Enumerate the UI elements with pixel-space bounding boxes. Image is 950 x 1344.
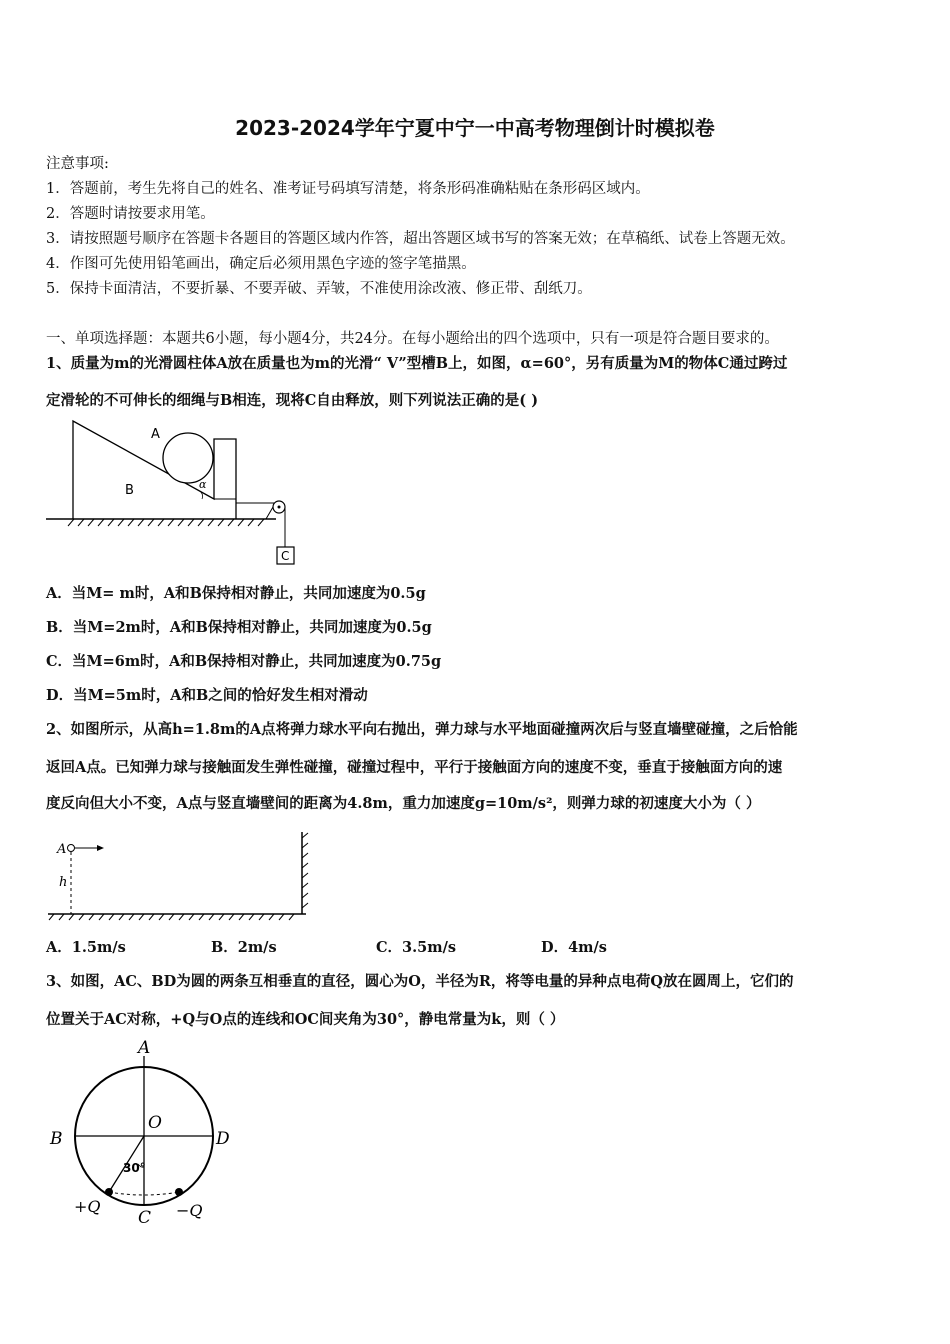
label-minus-q: −Q [176,1201,203,1220]
charge-minus-q [175,1188,183,1196]
q1-option-d: D．当M=5m时，A和B之间的恰好发生相对滑动 [46,687,368,704]
label-alpha: α [199,478,207,491]
pulley-axle [278,506,281,509]
notice-item: 2．答题时请按要求用笔。 [46,206,215,222]
notice-heading: 注意事项: [46,156,109,172]
cylinder-a [163,433,213,483]
floor-hatch [49,914,294,920]
q2-stem-line: 度反向但大小不变，A点与竖直墙壁间的距离为4.8m，重力加速度g=10m/s²，则弹力球的初速度大小为（ ） [46,795,761,812]
q1-option-b: B．当M=2m时，A和B保持相对静止，共同加速度为0.5g [46,619,432,636]
notice-item: 5．保持卡面清洁，不要折暴、不要弄破、弄皱，不准使用涂改液、修正带、刮纸刀。 [46,281,592,297]
notice-item: 1．答题前，考生先将自己的姓名、准考证号码填写清楚，将条形码准确粘贴在条形码区域内。 [46,181,650,197]
q2-stem-line: 返回A点。已知弹力球与接触面发生弹性碰撞，碰撞过程中，平行于接触面方向的速度不变，垂直于接触面方向的速 [46,759,783,776]
label-b: B [50,1129,63,1149]
q2-option-d: D．4m/s [541,939,607,956]
notice-item: 3．请按照题号顺序在答题卡各题目的答题区域内作答，超出答题区域书写的答案无效；在草稿纸、试卷上答题无效。 [46,231,795,247]
q1-option-a: A．当M= m时，A和B保持相对静止，共同加速度为0.5g [46,585,426,602]
q1-option-c: C．当M=6m时，A和B保持相对静止，共同加速度为0.75g [46,653,442,670]
q1-figure [44,415,314,570]
q3-figure [44,1036,244,1226]
q2-option-a: A．1.5m/s [46,939,126,956]
q2-figure [44,828,316,928]
notice-item: 4．作图可先使用铅笔画出，确定后必须用黑色字迹的签字笔描黑。 [46,256,476,272]
q1-stem-line: 定滑轮的不可伸长的细绳与B相连，现将C自由释放，则下列说法正确的是( ) [46,392,539,409]
q1-stem-line: 1、质量为m的光滑圆柱体A放在质量也为m的光滑“ V”型槽B上，如图，α=60°，另有质量为M的物体C通过跨过 [46,355,788,372]
label-plus-q: +Q [74,1197,101,1216]
page-title: 2023-2024学年宁夏中宁一中高考物理倒计时模拟卷 [235,116,715,140]
label-a: A [57,842,67,857]
arrow-head-icon [97,845,104,851]
q3-stem-line: 位置关于AC对称，+Q与O点的连线和OC间夹角为30°，静电常量为k，则（ ） [46,1011,565,1028]
label-d: D [216,1129,230,1149]
label-a: A [138,1038,151,1058]
ground-hatch [68,519,264,526]
q2-option-c: C．3.5m/s [376,939,457,956]
q2-option-b: B．2m/s [211,939,277,956]
label-h: h [59,875,68,890]
label-angle: 30° [123,1161,146,1175]
label-o: O [148,1113,162,1133]
label-c: C [281,549,290,563]
q3-stem-line: 3、如图，AC、BD为圆的两条互相垂直的直径，圆心为O，半径为R，将等电量的异种点电荷Q放在圆周上，它们的 [46,973,794,990]
ball-a [68,845,75,852]
q2-stem-line: 2、如图所示，从高h=1.8m的A点将弹力球水平向右抛出，弹力球与水平地面碰撞两次后与竖直墙壁碰撞，之后恰能 [46,721,798,738]
label-c: C [138,1208,152,1226]
charge-plus-q [105,1188,113,1196]
label-a: A [151,427,160,442]
pulley-support [266,507,273,519]
wall-hatch [302,833,308,908]
section-heading: 一、单项选择题：本题共6小题，每小题4分，共24分。在每小题给出的四个选项中，只有一项是符合题目要求的。 [46,331,779,347]
label-b: B [125,483,134,498]
